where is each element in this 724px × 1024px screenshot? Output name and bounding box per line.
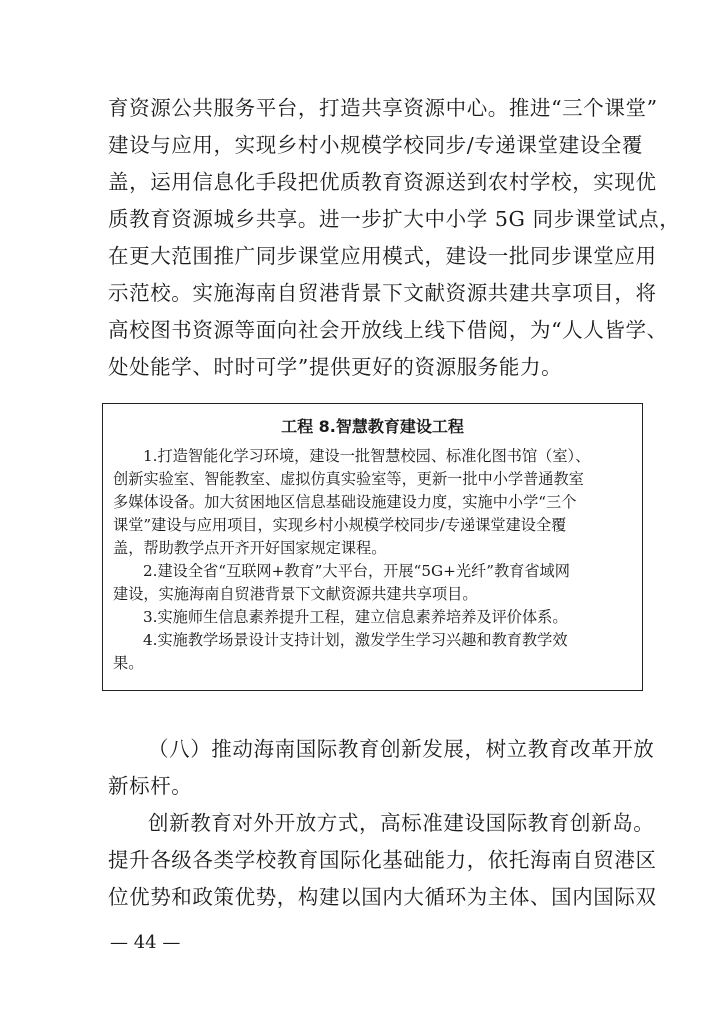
project-box-line: 创新实验室、智能教室、虚拟仿真实验室等，更新一批中小学普通教室: [113, 470, 584, 488]
project-box-line: 课堂”建设与应用项目，实现乡村小规模学校同步/专递课堂建设全覆: [113, 516, 567, 534]
intro-line-1: 育资源公共服务平台，打造共享资源中心。推进“三个课堂”: [108, 96, 658, 120]
intro-line-2: 建设与应用，实现乡村小规模学校同步/专递课堂建设全覆: [108, 133, 644, 157]
page-number: — 44 —: [110, 932, 181, 953]
closing-line-2: 提升各级各类学校教育国际化基础能力，依托海南自贸港区: [108, 848, 657, 872]
project-box-line: 1.打造智能化学习环境，建设一批智慧校园、标准化图书馆（室）、: [143, 447, 591, 465]
project-box: [102, 403, 643, 691]
intro-line-3: 盖，运用信息化手段把优质教育资源送到农村学校，实现优: [108, 170, 657, 194]
project-box-line: 建设，实施海南自贸港背景下文献资源共建共享项目。: [113, 585, 478, 603]
intro-line-8: 处处能学、时时可学”提供更好的资源服务能力。: [108, 355, 563, 379]
section-heading-line-2: 新标杆。: [108, 774, 193, 798]
closing-line-3: 位优势和政策优势，构建以国内大循环为主体、国内国际双: [108, 885, 657, 909]
intro-line-5: 在更大范围推广同步课堂应用模式，建设一批同步课堂应用: [108, 244, 657, 268]
project-box-line: 盖，帮助教学点开齐开好国家规定课程。: [113, 539, 387, 557]
intro-line-6: 示范校。实施海南自贸港背景下文献资源共建共享项目，将: [108, 281, 657, 305]
project-box-line: 2.建设全省“互联网+教育”大平台，开展“5G+光纤”教育省域网: [143, 562, 570, 580]
intro-line-4: 质教育资源城乡共享。进一步扩大中小学 5G 同步课堂试点，: [108, 207, 681, 231]
project-box-line: 多媒体设备。加大贫困地区信息基础设施建设力度，实施中小学“三个: [113, 493, 577, 511]
project-box-title: 工程 8.智慧教育建设工程: [281, 417, 464, 436]
project-box-line: 果。: [113, 654, 144, 672]
project-box-line: 4.实施教学场景设计支持计划，激发学生学习兴趣和教育教学效: [143, 631, 568, 649]
intro-line-7: 高校图书资源等面向社会开放线上线下借阅，为“人人皆学、: [108, 318, 668, 342]
project-box-line: 3.实施师生信息素养提升工程，建立信息素养培养及评价体系。: [143, 608, 568, 626]
closing-line-1: 创新教育对外开放方式，高标准建设国际教育创新岛。: [148, 811, 655, 835]
section-heading-line-1: （八）推动海南国际教育创新发展，树立教育改革开放: [148, 737, 655, 761]
